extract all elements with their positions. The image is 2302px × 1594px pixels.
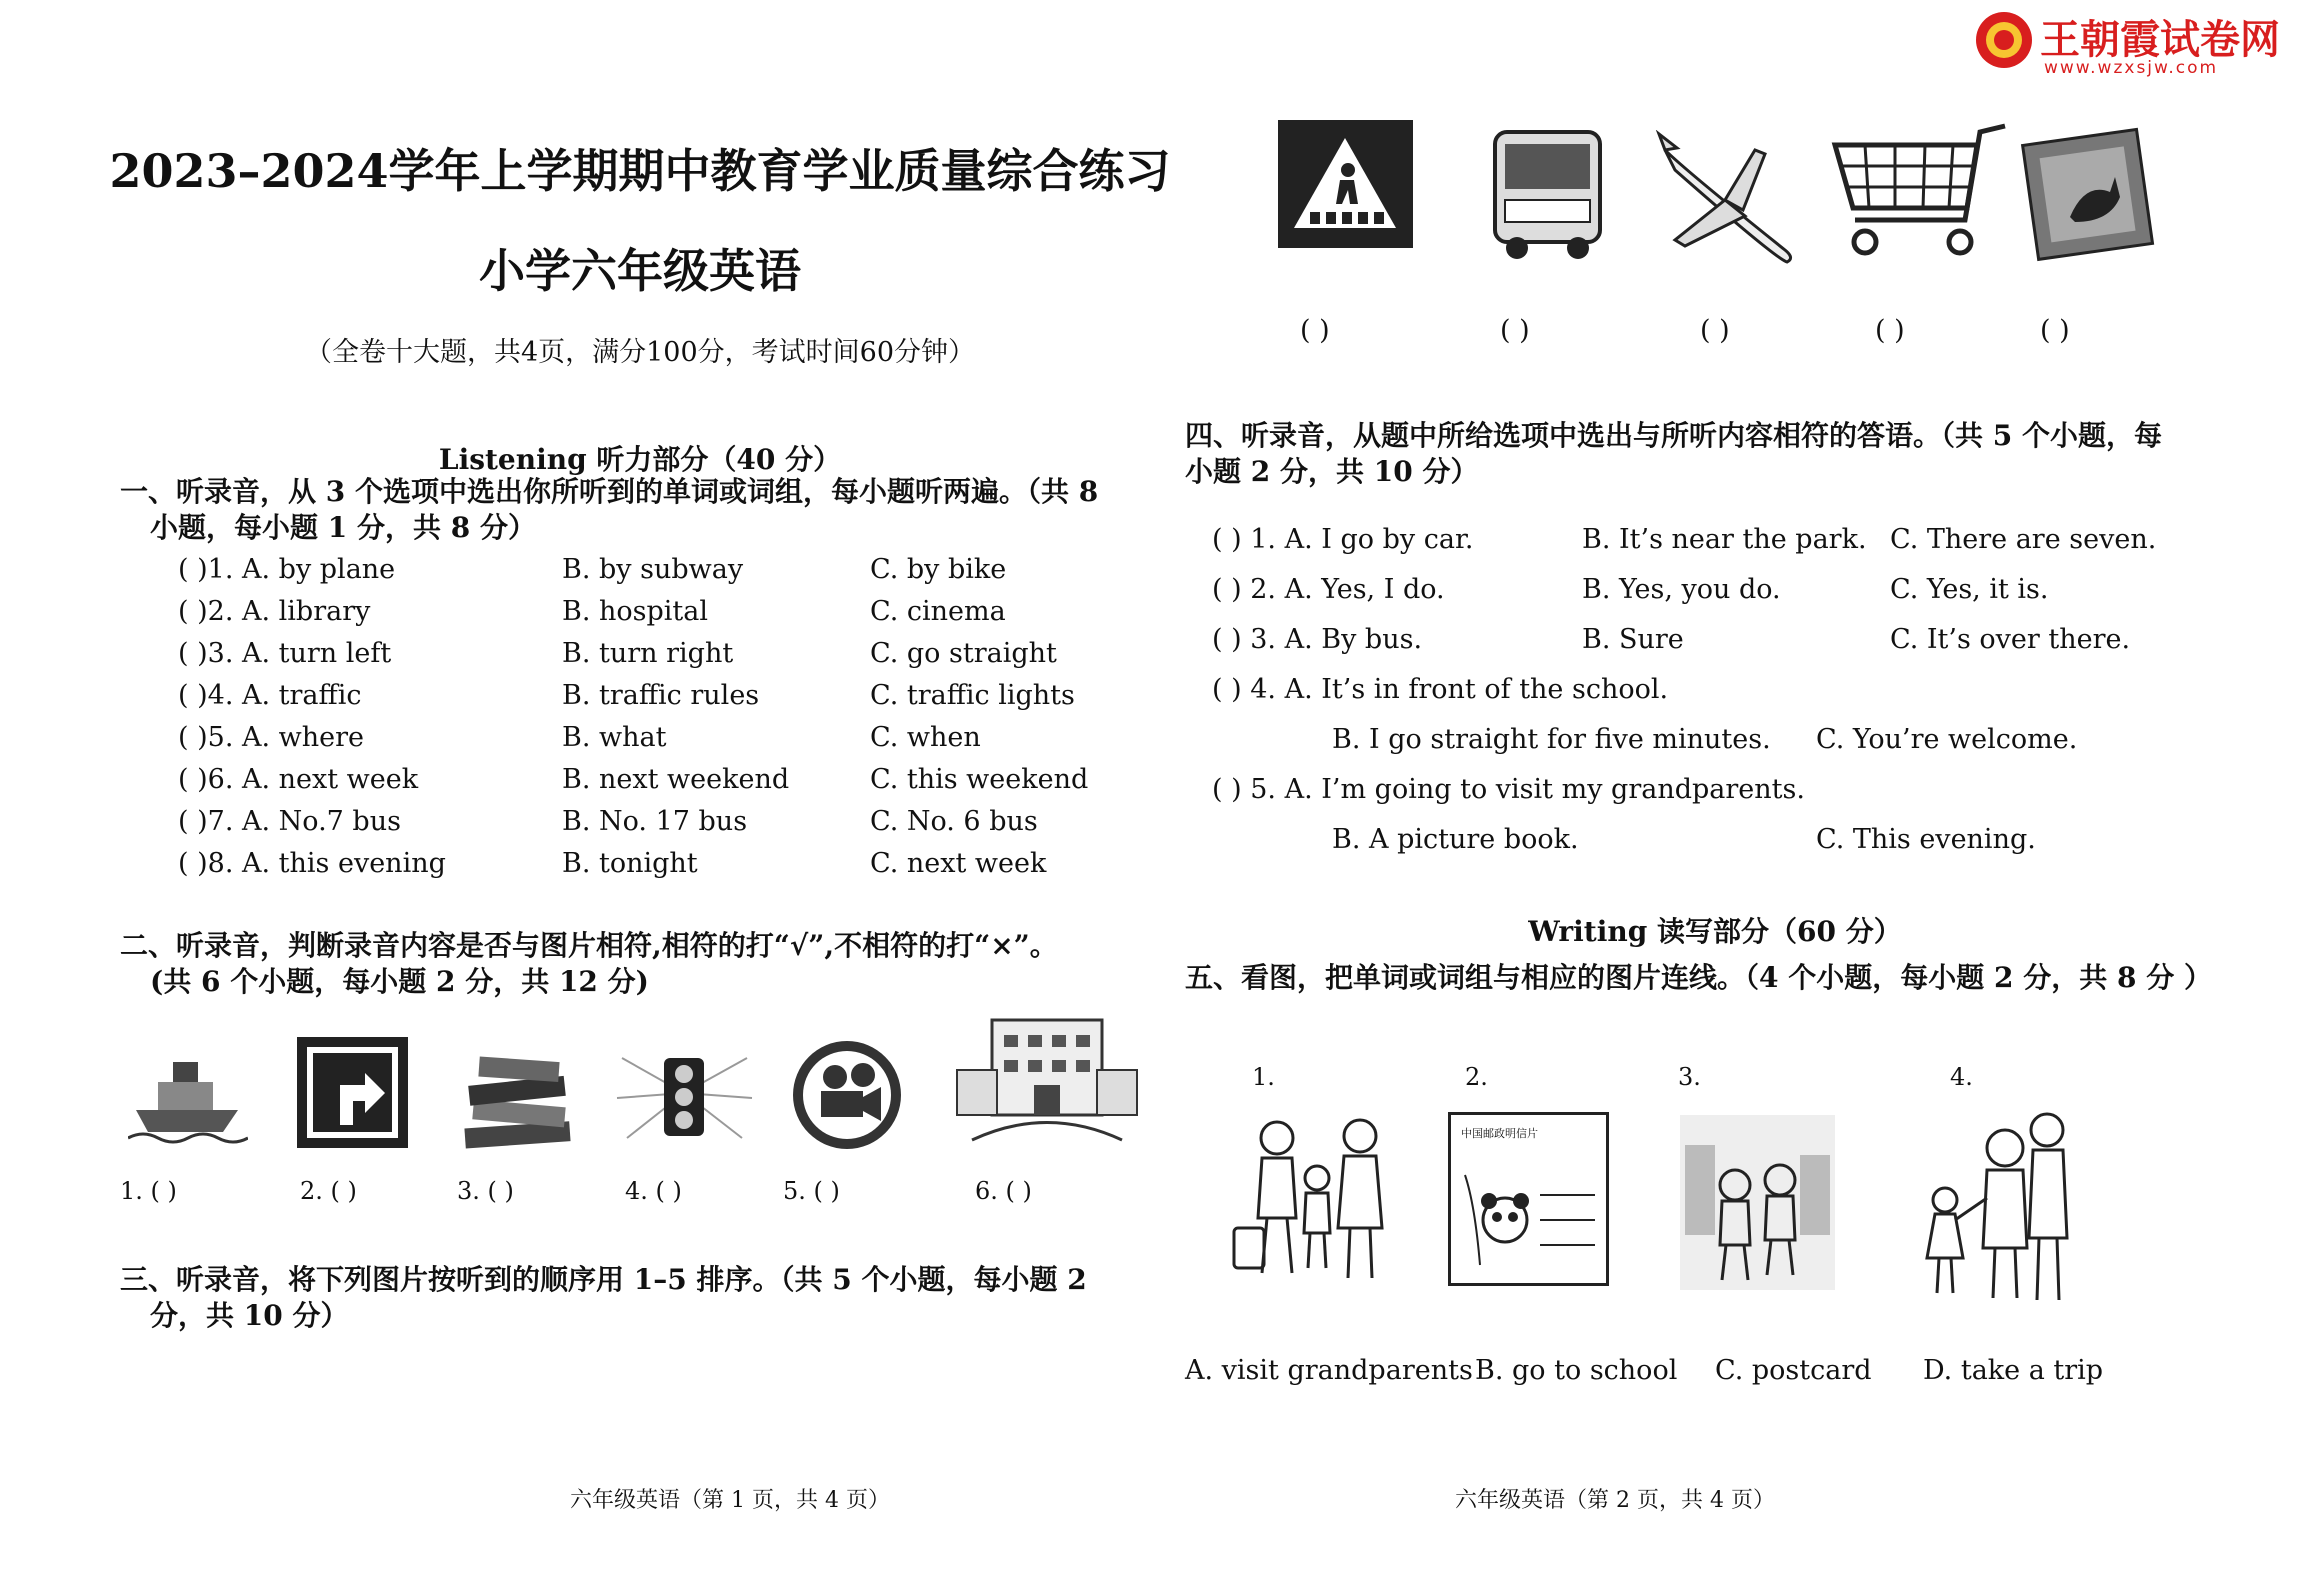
part1-question-8 — [178, 848, 1078, 890]
part2-label-1: 1. ( ) — [120, 1177, 177, 1205]
crosswalk-sign-picture — [1278, 120, 1413, 248]
turn-right-sign-picture — [295, 1035, 410, 1150]
part5-num-3: 3. — [1678, 1063, 1701, 1091]
option-c: C. this weekend — [870, 764, 1089, 795]
part1-question-7 — [178, 806, 1078, 848]
part1-question-3 — [178, 638, 1078, 680]
part3-bracket-1[interactable]: ( ) — [1300, 315, 1330, 346]
part4-question-5: ( ) 5. A. I’m going to visit my grandparents. — [1212, 774, 1805, 805]
books-picture — [455, 1045, 580, 1155]
option-b: B. next weekend — [562, 764, 790, 795]
part4-question-4: ( ) 4. A. It’s in front of the school. — [1212, 674, 1669, 705]
option-visit-grandparents[interactable]: A. visit grandparents — [1185, 1355, 1473, 1386]
part2-instruction: 二、听录音，判断录音内容是否与图片相符,相符的打“√”,不相符的打“×”。 (共 6 个小题，每小题 2 分，共 12 分) — [120, 929, 1058, 998]
airplane-icon — [1655, 130, 1805, 270]
option-c: C. No. 6 bus — [870, 806, 1038, 837]
option-c: C. cinema — [870, 596, 1006, 627]
panda-icon — [1455, 1165, 1605, 1280]
ship-icon — [128, 1040, 248, 1150]
traffic-light-picture — [612, 1038, 757, 1148]
site-logo — [1972, 8, 2282, 78]
option-b: B. No. 17 bus — [562, 806, 748, 837]
part4-question-3: ( ) 3. A. By bus. B. Sure C. It’s over there. — [1212, 624, 2131, 655]
part2-label-3: 3. ( ) — [457, 1177, 514, 1205]
writing-heading: Writing 读写部分（60 分） — [1528, 915, 1902, 948]
option-c: C. when — [870, 722, 981, 753]
option-b: B. tonight — [562, 848, 698, 879]
part1-question-2 — [178, 596, 1078, 638]
option-a: ( )6. A. next week — [178, 764, 419, 795]
part4-question-1: ( ) 1. A. I go by car. B. It’s near the park. C. There are seven. — [1212, 524, 2157, 555]
logo-url: www.wzxsjw.com — [2044, 58, 2219, 78]
ship-picture — [128, 1040, 248, 1150]
children-school-icon — [1680, 1115, 1835, 1290]
part1-question-5 — [178, 722, 1078, 764]
postcard-picture — [1448, 1112, 1609, 1286]
bus-icon — [1485, 122, 1610, 264]
part1-question-1 — [178, 554, 1078, 596]
part2-label-6: 6. ( ) — [975, 1177, 1032, 1205]
listening-heading: Listening 听力部分（40 分） — [438, 443, 842, 476]
option-b: B. what — [562, 722, 667, 753]
part3-bracket-3[interactable]: ( ) — [1700, 315, 1730, 346]
option-a: ( )1. A. by plane — [178, 554, 396, 585]
comic-book-icon — [2015, 122, 2160, 267]
part4-question-4-options: B. I go straight for five minutes. C. You’re welcome. — [1332, 724, 2078, 755]
part4-question-2: ( ) 2. A. Yes, I do. B. Yes, you do. C. Yes, it is. — [1212, 574, 2049, 605]
part3-bracket-2[interactable]: ( ) — [1500, 315, 1530, 346]
part2-label-4: 4. ( ) — [625, 1177, 682, 1205]
cinema-camera-picture — [785, 1035, 910, 1155]
turn-right-arrow-icon — [295, 1035, 410, 1150]
option-a: ( )5. A. where — [178, 722, 365, 753]
grandparents-icon — [1915, 1108, 2080, 1308]
family-trip-picture — [1232, 1108, 1397, 1288]
option-c: C. next week — [870, 848, 1047, 879]
part5-instruction: 五、看图，把单词或词组与相应的图片连线。（4 个小题，每小题 2 分，共 8 分 ） — [1185, 961, 2212, 994]
option-a: ( )7. A. No.7 bus — [178, 806, 401, 837]
plane-picture — [1655, 130, 1805, 270]
part1-question-4 — [178, 680, 1078, 722]
hospital-picture — [952, 1010, 1142, 1150]
option-b: B. turn right — [562, 638, 734, 669]
part4-question-5-options: B. A picture book. C. This evening. — [1332, 824, 2036, 855]
hospital-building-icon — [952, 1010, 1142, 1150]
part2-label-5: 5. ( ) — [783, 1177, 840, 1205]
logo-name: 王朝霞试卷网 — [2040, 17, 2280, 63]
option-a: ( )2. A. library — [178, 596, 371, 627]
footer-page-2: 六年级英语（第 2 页，共 4 页） — [1455, 1488, 1775, 1513]
part2-label-2: 2. ( ) — [300, 1177, 357, 1205]
part1-list — [178, 554, 1089, 890]
postcard-header-text: 中国邮政明信片 — [1461, 1127, 1538, 1140]
option-take-a-trip[interactable]: D. take a trip — [1923, 1355, 2104, 1386]
part1-instruction: 一、听录音，从 3 个选项中选出你所听到的单词或词组，每小题听两遍。（共 8 小题，每小题 1 分，共 8 分） — [120, 475, 1099, 544]
books-icon — [455, 1045, 580, 1155]
part1-question-6 — [178, 764, 1089, 806]
option-postcard[interactable]: C. postcard — [1715, 1355, 1872, 1386]
traffic-light-icon — [612, 1038, 757, 1148]
part5-num-1: 1. — [1252, 1063, 1275, 1091]
movie-camera-icon — [785, 1035, 910, 1155]
bus-picture — [1485, 122, 1610, 264]
part3-instruction: 三、听录音，将下列图片按听到的顺序用 1–5 排序。（共 5 个小题，每小题 2 分，共 10 分） — [120, 1263, 1087, 1332]
option-c: C. go straight — [870, 638, 1057, 669]
shopping-cart-icon — [1825, 120, 2010, 260]
crosswalk-sign-icon — [1278, 120, 1413, 248]
part5-num-4: 4. — [1950, 1063, 1973, 1091]
comic-book-picture — [2015, 122, 2160, 267]
option-b: B. traffic rules — [562, 680, 760, 711]
part3-bracket-5[interactable]: ( ) — [2040, 315, 2070, 346]
shopping-cart-picture — [1825, 120, 2010, 260]
exam-subtitle: 小学六年级英语 — [479, 244, 801, 298]
visit-grandparents-picture — [1915, 1108, 2080, 1308]
family-trip-icon — [1232, 1108, 1397, 1288]
part3-bracket-4[interactable]: ( ) — [1875, 315, 1905, 346]
option-b: B. hospital — [562, 596, 709, 627]
part4-instruction: 四、听录音，从题中所给选项中选出与所听内容相符的答语。（共 5 个小题，每 小题 2 分，共 10 分） — [1185, 419, 2162, 488]
option-b: B. by subway — [562, 554, 744, 585]
option-c: C. traffic lights — [870, 680, 1075, 711]
option-a: ( )3. A. turn left — [178, 638, 392, 669]
option-a: ( )4. A. traffic — [178, 680, 362, 711]
option-c: C. by bike — [870, 554, 1007, 585]
exam-note: （全卷十大题，共4页，满分100分，考试时间60分钟） — [304, 337, 976, 368]
option-go-to-school[interactable]: B. go to school — [1475, 1355, 1678, 1386]
option-a: ( )8. A. this evening — [178, 848, 446, 879]
go-to-school-picture — [1680, 1115, 1835, 1290]
part5-num-2: 2. — [1465, 1063, 1488, 1091]
exam-title: 2023–2024学年上学期期中教育学业质量综合练习 — [109, 144, 1171, 198]
footer-page-1: 六年级英语（第 1 页，共 4 页） — [570, 1488, 890, 1513]
